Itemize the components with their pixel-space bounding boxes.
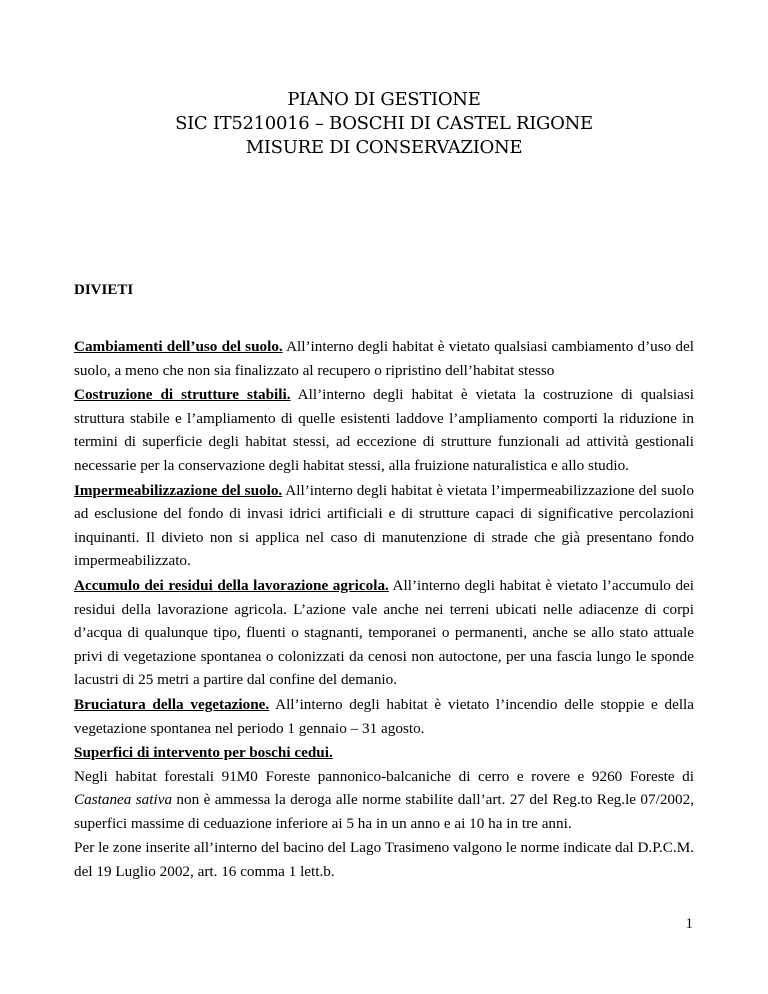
paragraph-land-use-change: [74, 335, 694, 382]
coppice-species-name: Castanea sativa: [74, 791, 173, 809]
paragraph-agricultural-residues: [74, 574, 694, 692]
title-line-1: PIANO DI GESTIONE: [287, 89, 481, 110]
paragraph-text: All’interno degli habitat è vietata l’impermeabilizzazione del suolo ad esclusione del fondo di invasi idrici artificiali e di strutture capaci di significative percolazioni inquinanti. Il divieto non si applica nel caso di manutenzione di strade che già presentano fondo impermeabilizzato.: [74, 481, 694, 570]
subheading-coppice: Superfici di intervento per boschi cedui.: [74, 744, 333, 762]
paragraph-text: All’interno degli habitat è vietato qualsiasi cambiamento d’uso del suolo, a meno che non sia finalizzato al recupero o ripristino dell’habitat stesso: [74, 338, 694, 379]
paragraph-stable-structures: [74, 383, 694, 477]
paragraph-soil-sealing: [74, 479, 694, 573]
paragraph-text: All’interno degli habitat è vietata la costruzione di qualsiasi struttura stabile e l’ampliamento di quelle esistenti laddove l’ampliamento comporti la riduzione in termini di superficie degli habitat stessi, ad eccezione di strutture funzionali ad attività gestionali necessarie per la conservazione degli habitat stessi, alla fruizione naturalistica e allo studio.: [74, 386, 694, 474]
document-title: [0, 88, 768, 160]
paragraph-trasimeno: Per le zone inserite all’interno del bacino del Lago Trasimeno valgono le norme indicate dal D.P.C.M. del 19 Luglio 2002, art. 16 comma 1 lett.b.: [74, 839, 694, 881]
paragraph-coppice: [74, 741, 694, 835]
paragraph-lead: Cambiamenti dell’uso del suolo.: [74, 338, 283, 355]
paragraph-text: All’interno degli habitat è vietato l’accumulo dei residui della lavorazione agricola. L’azione vale anche nei terreni ubicati nelle adiacenze di corpi d’acqua di qualunque tipo, fluenti o stagnanti, temporanei o permanenti, anche se allo stato attuale privi di vegetazione spontanea o colonizzati da cenosi non autoctone, per una fascia lungo le sponde lacustri di 25 metri a partire dal confine del demanio.: [74, 576, 695, 689]
coppice-text-part2: non è ammessa la deroga alle norme stabilite dall’art. 27 del Reg.to Reg.le 07/2002, superfici massime di ceduazione inferiore ai 5 ha in un anno e ai 10 ha in tre anni.: [74, 791, 694, 832]
coppice-text-part1: Negli habitat forestali 91M0 Foreste pannonico-balcaniche di cerro e rovere e 9260 Foreste di: [74, 767, 694, 785]
paragraph-lead: Costruzione di strutture stabili.: [74, 386, 291, 404]
section-heading-divieti: DIVIETI: [74, 282, 134, 298]
document-body: [74, 335, 694, 885]
paragraph-lead: Accumulo dei residui della lavorazione agricola.: [74, 576, 389, 594]
paragraph-lead: Bruciatura della vegetazione.: [74, 695, 270, 713]
paragraph-text: All’interno degli habitat è vietato l’incendio delle stoppie e della vegetazione spontanea nel periodo 1 gennaio – 31 agosto.: [74, 695, 695, 737]
paragraph-lead: Impermeabilizzazione del suolo.: [74, 481, 283, 499]
paragraph-vegetation-burning: [74, 693, 694, 740]
title-line-2: SIC IT5210016 – BOSCHI DI CASTEL RIGONE: [175, 113, 593, 134]
page-number: 1: [685, 916, 693, 932]
title-line-3: MISURE DI CONSERVAZIONE: [245, 137, 523, 158]
